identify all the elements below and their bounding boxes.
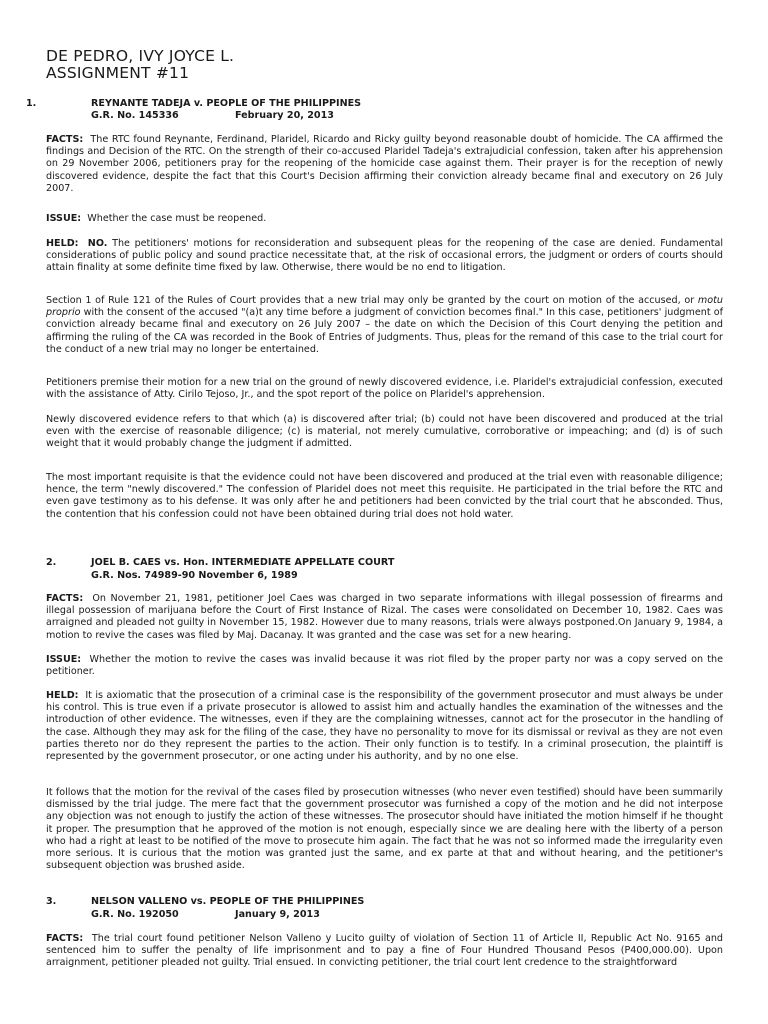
case-gr-number: G.R. Nos. 74989-90 November 6, 1989 [91, 570, 298, 581]
facts-label: FACTS: [46, 933, 84, 944]
case-number: 1. [26, 98, 37, 109]
held-text: The petitioners' motions for reconsideration and subsequent pleas for the reopening of the case are denied. Fundamental considerations of public policy and sound practice necessitate that, at the risk of occasional errors, the judgment or orders of courts should attain finality at some definite time fixed by law. Otherwise, there would be no end to litigation. [46, 238, 723, 274]
body-paragraph: Petitioners premise their motion for a new trial on the ground of newly discovered evidence, i.e. Plaridel's extrajudicial confession, executed with the assistance of Atty. Cirilo Tejoso, Jr., and the spot report of the police on Plaridel's apprehension. [46, 377, 723, 401]
facts-paragraph [46, 593, 723, 642]
case-gr-number: G.R. No. 145336 [91, 110, 179, 121]
held-verdict: NO. [87, 238, 108, 249]
issue-paragraph [46, 213, 723, 225]
issue-label: ISSUE: [46, 213, 82, 224]
case-title: JOEL B. CAES vs. Hon. INTERMEDIATE APPELLATE COURT [91, 557, 395, 568]
held-label: HELD: [46, 690, 79, 701]
case-number: 3. [46, 896, 57, 907]
body-text: with the consent of the accused "(a)t any time before a judgment of conviction becomes final." In this case, petitioners' judgment of conviction already became final and executory on 26 July 2007 – the date on which the Decision of this Court denying the petition and affirming the ruling of the CA was recorded in the Book of Entries of Judgments. Thus, pleas for the remand of this case to the trial court for the conduct of a new trial may no longer be entertained. [46, 307, 723, 355]
held-text: It is axiomatic that the prosecution of a criminal case is the responsibility of the government prosecutor and must always be under his control. This is true even if a private prosecutor is allowed to assist him and actually handles the examination of the witnesses and the introduction of other evidence. The witnesses, even if they are the complaining witnesses, cannot act for the prosecutor in the handling of the case. Although they may ask for the filing of the case, they have no personality to move for its dismissal or revival as they are not even parties thereto nor do they represent the parties to the action. Their only function is to testify. In a criminal prosecution, the plaintiff is represented by the government prosecutor, or one acting under his authority, and by no one else. [46, 690, 723, 763]
issue-label: ISSUE: [46, 654, 82, 665]
case-title: REYNANTE TADEJA v. PEOPLE OF THE PHILIPPINES [91, 98, 362, 109]
facts-text: The RTC found Reynante, Ferdinand, Plaridel, Ricardo and Ricky guilty beyond reasonable doubt of homicide. The CA affirmed the findings and Decision of the RTC. On the strength of their co-accused Plaridel Tadeja's extrajudicial confession, taken after his apprehension on 29 November 2006, petitioners pray for the reopening of the homicide case against them. Their prayer is for the reception of newly discovered evidence, despite the fact that this Court's Decision affirming their conviction already became final and executory on 26 July 2007. [46, 134, 723, 194]
body-text: Section 1 of Rule 121 of the Rules of Court provides that a new trial may only be granted by the court on motion of the accused, or [46, 295, 695, 306]
facts-paragraph [46, 933, 723, 970]
body-paragraph: The most important requisite is that the evidence could not have been discovered and produced at the trial even with reasonable diligence; hence, the term "newly discovered." The confession of Plaridel does not meet this requisite. He participated in the trial before the RTC and even gave testimony as to his defense. It was only after he and petitioners had been convicted by the trial court that he absconded. Thus, the contention that his confession could not have been obtained during trial does not hold water. [46, 472, 723, 520]
issue-paragraph [46, 654, 723, 678]
facts-label: FACTS: [46, 593, 84, 604]
issue-text: Whether the motion to revive the cases was invalid because it was riot filed by the proper party nor was a copy served on the petitioner. [46, 654, 723, 678]
case-gr-number: G.R. No. 192050 [91, 909, 179, 920]
case-date: February 20, 2013 [235, 110, 334, 121]
body-paragraph: Newly discovered evidence refers to that which (a) is discovered after trial; (b) could not have been discovered and produced at the trial even with the exercise of reasonable diligence; (c) is material, not merely cumulative, corroborative or impeaching; and (d) is of such weight that it would probably change the judgment if admitted. [46, 414, 723, 450]
facts-text: The trial court found petitioner Nelson Valleno y Lucito guilty of violation of Section 11 of Article II, Republic Act No. 9165 and sentenced him to suffer the penalty of life imprisonment and to pay a fine of Four Hundred Thousand Pesos (P400,000.00). Upon arraignment, petitioner pleaded not guilty. Trial ensued. In convicting petitioner, the trial court lent credence to the straightforward [46, 933, 723, 969]
held-paragraph [46, 690, 723, 763]
facts-label: FACTS: [46, 134, 84, 145]
issue-text: Whether the case must be reopened. [87, 213, 267, 224]
case-title: NELSON VALLENO vs. PEOPLE OF THE PHILIPPINES [91, 896, 365, 907]
case-date: January 9, 2013 [235, 909, 320, 920]
facts-paragraph [46, 134, 723, 195]
assignment-title: ASSIGNMENT #11 [46, 64, 190, 82]
held-label: HELD: [46, 238, 79, 249]
latin-term: motu proprio [46, 295, 723, 319]
facts-text: On November 21, 1981, petitioner Joel Caes was charged in two separate informations with illegal possession of firearms and illegal possession of marijuana before the Court of First Instance of Rizal. The cases were consolidated on December 10, 1982. Caes was arraigned and pleaded not guilty in November 15, 1982. However due to many reasons, trials were always postponed.On January 9, 1984, a motion to revive the cases was filed by Maj. Dacanay. It was granted and the case was set for a new hearing. [46, 593, 723, 641]
body-paragraph [46, 295, 723, 356]
student-name: DE PEDRO, IVY JOYCE L. [46, 47, 235, 65]
case-number: 2. [46, 557, 57, 568]
held-paragraph [46, 238, 723, 275]
body-paragraph: It follows that the motion for the revival of the cases filed by prosecution witnesses (who never even testified) should have been summarily dismissed by the trial judge. The mere fact that the government prosecutor was furnished a copy of the motion and he did not interpose any objection was not enough to justify the action of these witnesses. The prosecutor should have initiated the motion himself if he thought it proper. The presumption that he approved of the motion is not enough, especially since we are dealing here with the liberty of a person who had a right at least to be notified of the move to prosecute him again. The fact that he was not so informed made the irregularity even more serious. It is curious that the motion was granted just the same, and ex parte at that and without hearing, and the petitioner's subsequent objection was brushed aside. [46, 787, 723, 872]
